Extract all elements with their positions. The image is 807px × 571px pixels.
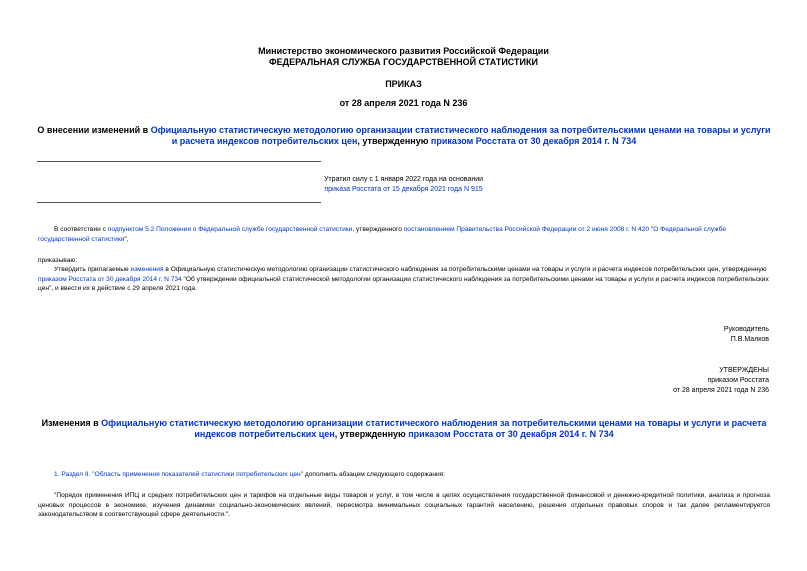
approved-word: УТВЕРЖДЕНЫ	[719, 367, 769, 374]
validity-link[interactable]: приказа Росстата от 15 декабря 2021 года N 915	[324, 186, 483, 193]
quote-paragraph: "Порядок применения ИПЦ и средних потребительских цен и тарифов на отдельные виды товаров и услуг, в том числе в целях осуществления государственной финансовой и денежно-кредитной политики, анализа и прогноза ценовых процессов в экономике, изучения динамики социально-экономических явлений, пересмотра минимальных социальных гарантий населению, решения отдельных правовых споров и так далее регламентируется законодательством в соответствующей сфере деятельности.".	[38, 492, 770, 519]
ministry-name: Министерство экономического развития Российской Федерации	[258, 46, 549, 56]
government-decree-link[interactable]: постановлением Правительства Российской Федерации от 2 июня 2008 г. N 420	[403, 226, 650, 233]
preamble-text: "	[649, 226, 654, 233]
changes-methodology-link[interactable]: Официальную статистическую методологию организации статистического наблюдения за потребительскими ценами на товары и услуги и расчета индексов потребительских цен	[101, 418, 767, 439]
title-methodology-link[interactable]: Официальную статистическую методологию организации статистического наблюдения за потребительскими ценами на товары и услуги и расчета индексов потребительских цен	[150, 125, 771, 146]
title-prefix: О внесении изменений в	[37, 125, 151, 135]
preamble-paragraph	[38, 225, 770, 244]
preamble-text: ",	[124, 235, 129, 243]
decree-title-link[interactable]: О Федеральной службе государственной статистики	[38, 226, 727, 243]
approved-block	[673, 366, 769, 396]
separator-line	[37, 202, 321, 203]
doc-type: ПРИКАЗ	[385, 79, 422, 89]
approve-paragraph	[38, 265, 770, 294]
service-name: ФЕДЕРАЛЬНАЯ СЛУЖБА ГОСУДАРСТВЕННОЙ СТАТИСТИКИ	[269, 57, 538, 67]
approve-text: "Об утверждении официальной статистической методологии организации статистического наблюдения за потребительскими ценами на товары и услуги и расчета индексов потребительских цен", и ввести их в действие с 29 апреля 2021 года.	[38, 275, 769, 293]
changes-link[interactable]: изменения	[130, 266, 164, 273]
validity-text: Утратил силу с 1 января 2022 года на основании	[323, 176, 484, 183]
order-734-link[interactable]: приказом Росстата от 30 декабря 2014 г. N 734	[38, 275, 182, 283]
item-1-text: дополнить абзацем следующего содержания:	[303, 471, 446, 478]
item-1	[54, 470, 770, 480]
order-word: приказываю:	[38, 257, 78, 264]
preamble-text: В соответствии с	[54, 226, 108, 233]
section-ii-link[interactable]: 1. Раздел II. "Область применения показателей статистики потребительских цен"	[54, 471, 304, 478]
changes-title-prefix: Изменения в	[41, 418, 102, 428]
signature-role: Руководитель	[723, 326, 769, 333]
changes-title-mid: , утвержденную	[334, 429, 409, 439]
signature-name: П.В.Малков	[730, 336, 769, 343]
separator-line	[37, 161, 321, 162]
approved-by: приказом Росстата	[707, 377, 769, 384]
validity-note	[200, 175, 607, 195]
approved-date: от 28 апреля 2021 года N 236	[673, 387, 769, 394]
doc-date: от 28 апреля 2021 года N 236	[339, 98, 468, 108]
title-mid: , утвержденную	[357, 136, 431, 146]
title-order-link[interactable]: приказом Росстата от 30 декабря 2014 г. N 734	[430, 136, 637, 146]
signature-block	[724, 325, 769, 345]
approve-text: в Официальную статистическую методологию организации статистического наблюдения за потребительскими ценами на товары и услуги и расчета индексов потребительских цен, утвержденную	[163, 266, 767, 273]
approve-text: Утвердить прилагаемые	[54, 266, 131, 273]
changes-title	[34, 418, 774, 440]
regulation-link[interactable]: подпунктом 5.2 Положения о Федеральной службе государственной статистики	[107, 226, 353, 233]
changes-order-link[interactable]: приказом Росстата от 30 декабря 2014 г. N 734	[408, 429, 614, 439]
preamble-text: , утвержденного	[352, 226, 404, 233]
doc-title	[34, 125, 774, 147]
